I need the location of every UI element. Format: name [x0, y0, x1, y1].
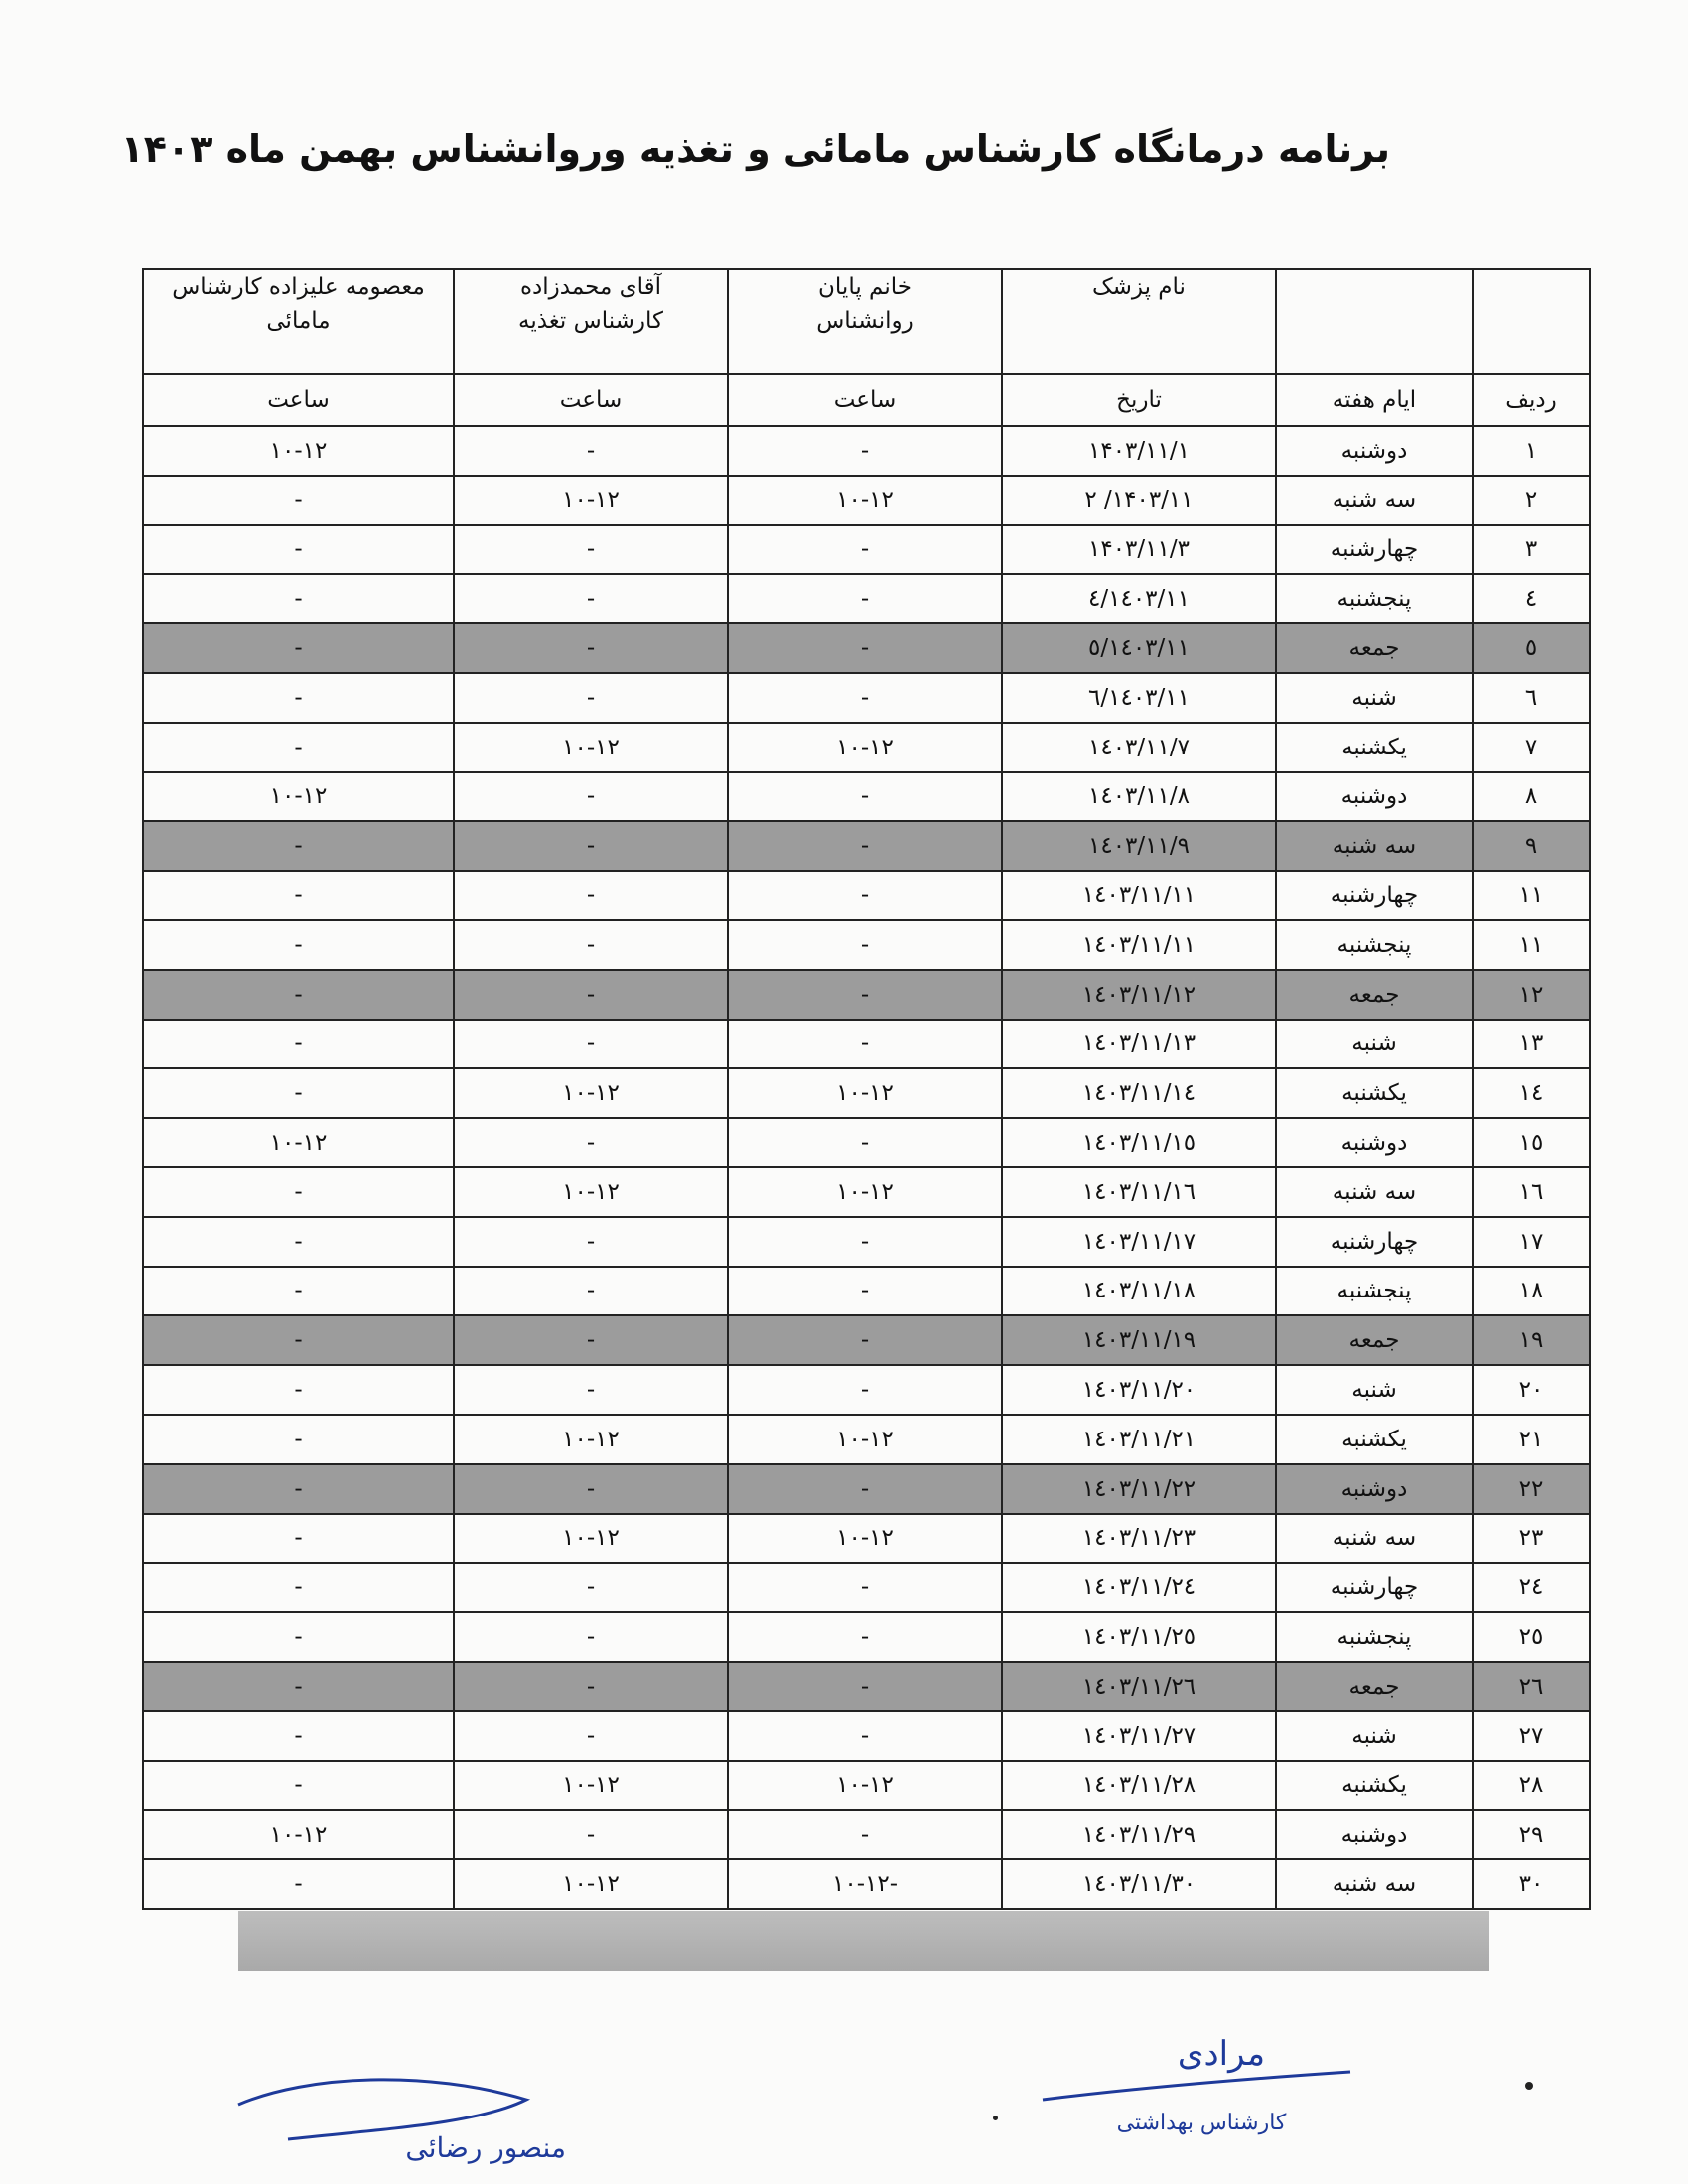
date-cell: ۱٤۰۳/۱۱/۲۷	[1002, 1711, 1276, 1761]
midwife-hours-cell: -	[143, 1020, 454, 1069]
midwife-hours-cell: -	[143, 1167, 454, 1217]
weekday-cell: پنجشنبه	[1276, 574, 1473, 623]
weekday-cell: دوشنبه	[1276, 1464, 1473, 1514]
table-row	[143, 476, 1590, 525]
weekday-cell: جمعه	[1276, 623, 1473, 673]
psychologist-hours-cell: -	[728, 821, 1002, 871]
header-doctor-2	[454, 269, 728, 374]
midwife-hours-cell: -	[143, 1464, 454, 1514]
table-row	[143, 1563, 1590, 1612]
table-row	[143, 426, 1590, 476]
midwife-hours-cell: -	[143, 723, 454, 772]
midwife-hours-cell: -	[143, 574, 454, 623]
date-cell: ۱٤۰۳/۱۱/۳۰	[1002, 1859, 1276, 1909]
row-number-cell: ۲۷	[1473, 1711, 1590, 1761]
date-cell: ۱٤۰۳/۱۱/۲٥	[1002, 1612, 1276, 1662]
midwife-hours-cell: -	[143, 1563, 454, 1612]
nutritionist-hours-cell: ۱۰-۱۲	[454, 1068, 728, 1118]
psychologist-hours-cell: -	[728, 970, 1002, 1020]
signature-left-name: منصور رضائی	[405, 2131, 566, 2164]
doctor-2-role: کارشناس تغذیه	[518, 308, 663, 334]
table-row	[143, 1514, 1590, 1564]
weekday-cell: شنبه	[1276, 1711, 1473, 1761]
header-labels-row	[143, 374, 1590, 426]
midwife-hours-cell: -	[143, 970, 454, 1020]
psychologist-hours-cell: -	[728, 574, 1002, 623]
midwife-hours-cell: -	[143, 1365, 454, 1415]
row-number-cell: ٤	[1473, 574, 1590, 623]
midwife-hours-cell: -	[143, 1514, 454, 1564]
weekday-cell: دوشنبه	[1276, 1118, 1473, 1167]
date-cell: ۱٤۰۳/۱۱/۱۸	[1002, 1267, 1276, 1316]
midwife-hours-cell: -	[143, 1217, 454, 1267]
midwife-hours-cell: -	[143, 673, 454, 723]
row-number-cell: ۱۱	[1473, 920, 1590, 970]
nutritionist-hours-cell: ۱۰-۱۲	[454, 1859, 728, 1909]
weekday-cell: دوشنبه	[1276, 426, 1473, 476]
psychologist-hours-cell: -	[728, 673, 1002, 723]
table-row	[143, 821, 1590, 871]
midwife-hours-cell: ۱۰-۱۲	[143, 426, 454, 476]
weekday-cell: دوشنبه	[1276, 772, 1473, 822]
date-cell: ۱٤۰۳/۱۱/۲٦	[1002, 1662, 1276, 1711]
midwife-hours-cell: -	[143, 821, 454, 871]
date-cell: ۱٤۰۳/۱۱/۱۹	[1002, 1315, 1276, 1365]
table-row	[143, 1711, 1590, 1761]
nutritionist-hours-cell: ۱۰-۱۲	[454, 1761, 728, 1811]
header-doctor-3	[143, 269, 454, 374]
table-row	[143, 1267, 1590, 1316]
psychologist-hours-cell: -	[728, 1118, 1002, 1167]
weekday-cell: شنبه	[1276, 1365, 1473, 1415]
weekday-cell: چهارشنبه	[1276, 1563, 1473, 1612]
nutritionist-hours-cell: -	[454, 574, 728, 623]
nutritionist-hours-cell: -	[454, 426, 728, 476]
psychologist-hours-cell: -	[728, 1711, 1002, 1761]
table-row	[143, 772, 1590, 822]
weekday-cell: یکشنبه	[1276, 1761, 1473, 1811]
date-cell: ۱٤۰۳/۱۱/۹	[1002, 821, 1276, 871]
table-row	[143, 970, 1590, 1020]
weekday-cell: چهارشنبه	[1276, 871, 1473, 920]
row-number-cell: ۱۸	[1473, 1267, 1590, 1316]
doctor-1-role: روانشناس	[816, 308, 914, 334]
midwife-hours-cell: -	[143, 623, 454, 673]
weekday-cell: یکشنبه	[1276, 1415, 1473, 1464]
date-cell: ۱٤۰۳/۱۱/۲۱	[1002, 1415, 1276, 1464]
date-cell: ۱۴۰۳/۱۱/۱	[1002, 426, 1276, 476]
nutritionist-hours-cell: -	[454, 1464, 728, 1514]
nutritionist-hours-cell: -	[454, 1662, 728, 1711]
nutritionist-hours-cell: -	[454, 1563, 728, 1612]
table-row	[143, 1415, 1590, 1464]
signature-right	[1033, 2020, 1360, 2169]
midwife-hours-cell: -	[143, 920, 454, 970]
signature-right-name: مرادی	[1177, 2034, 1266, 2074]
psychologist-hours-cell: -	[728, 1020, 1002, 1069]
weekday-cell: سه شنبه	[1276, 476, 1473, 525]
date-cell: ۱٤۰۳/۱۱/۱۲	[1002, 970, 1276, 1020]
midwife-hours-cell: -	[143, 1068, 454, 1118]
row-number-cell: ۳۰	[1473, 1859, 1590, 1909]
weekday-cell: سه شنبه	[1276, 1167, 1473, 1217]
psychologist-hours-cell: -	[728, 1563, 1002, 1612]
nutritionist-hours-cell: ۱۰-۱۲	[454, 476, 728, 525]
midwife-hours-cell: -	[143, 1761, 454, 1811]
psychologist-hours-cell: ۱۰-۱۲	[728, 476, 1002, 525]
date-cell: ۱٤۰۳/۱۱/۲۹	[1002, 1810, 1276, 1859]
date-cell: ۱۴۰۳/۱۱/۳	[1002, 525, 1276, 575]
table-row	[143, 871, 1590, 920]
row-number-cell: ۲۰	[1473, 1365, 1590, 1415]
nutritionist-hours-cell: -	[454, 1612, 728, 1662]
date-cell: ۱٤۰۳/۱۱/۱۱	[1002, 871, 1276, 920]
row-number-cell: ۲۳	[1473, 1514, 1590, 1564]
ink-dot	[993, 2116, 998, 2120]
nutritionist-hours-cell: -	[454, 1810, 728, 1859]
nutritionist-hours-cell: -	[454, 1711, 728, 1761]
weekday-cell: سه شنبه	[1276, 821, 1473, 871]
nutritionist-hours-cell: -	[454, 673, 728, 723]
nutritionist-hours-cell: -	[454, 623, 728, 673]
header-hour: ساعت	[143, 374, 454, 426]
nutritionist-hours-cell: ۱۰-۱۲	[454, 1514, 728, 1564]
doctor-1-name: خانم پایان	[818, 274, 912, 300]
date-cell: ۱٤۰۳/۱۱/۲۳	[1002, 1514, 1276, 1564]
date-cell: ۱٤۰۳/۱۱/۷	[1002, 723, 1276, 772]
date-cell: ۱٤۰۳/۱۱/٤	[1002, 574, 1276, 623]
table-row	[143, 525, 1590, 575]
date-cell: ۱۴۰۳/۱۱/ ۲	[1002, 476, 1276, 525]
row-number-cell: ٦	[1473, 673, 1590, 723]
weekday-cell: شنبه	[1276, 673, 1473, 723]
table-row	[143, 1068, 1590, 1118]
weekday-cell: سه شنبه	[1276, 1514, 1473, 1564]
row-number-cell: ۱٦	[1473, 1167, 1590, 1217]
date-cell: ۱٤۰۳/۱۱/۱٤	[1002, 1068, 1276, 1118]
midwife-hours-cell: -	[143, 1415, 454, 1464]
row-number-cell: ۲۸	[1473, 1761, 1590, 1811]
weekday-cell: یکشنبه	[1276, 1068, 1473, 1118]
nutritionist-hours-cell: ۱۰-۱۲	[454, 1415, 728, 1464]
date-cell: ۱٤۰۳/۱۱/۱۷	[1002, 1217, 1276, 1267]
psychologist-hours-cell: -	[728, 920, 1002, 970]
date-cell: ۱٤۰۳/۱۱/۲٤	[1002, 1563, 1276, 1612]
midwife-hours-cell: -	[143, 1315, 454, 1365]
row-number-cell: ۱۲	[1473, 970, 1590, 1020]
header-doctors-row	[143, 269, 1590, 374]
nutritionist-hours-cell: -	[454, 871, 728, 920]
psychologist-hours-cell: -	[728, 1810, 1002, 1859]
row-number-cell: ۱۷	[1473, 1217, 1590, 1267]
doctor-3-name: معصومه علیزاده کارشناس	[172, 274, 425, 300]
date-cell: ۱٤۰۳/۱۱/۸	[1002, 772, 1276, 822]
midwife-hours-cell: -	[143, 1612, 454, 1662]
weekday-cell: چهارشنبه	[1276, 1217, 1473, 1267]
nutritionist-hours-cell: -	[454, 920, 728, 970]
midwife-hours-cell: -	[143, 476, 454, 525]
psychologist-hours-cell: -۱۰-۱۲	[728, 1859, 1002, 1909]
weekday-cell: پنجشنبه	[1276, 1612, 1473, 1662]
psychologist-hours-cell: -	[728, 1217, 1002, 1267]
psychologist-hours-cell: -	[728, 871, 1002, 920]
scan-artifact-band	[238, 1911, 1489, 1971]
table-row	[143, 1217, 1590, 1267]
midwife-hours-cell: -	[143, 871, 454, 920]
row-number-cell: ۷	[1473, 723, 1590, 772]
psychologist-hours-cell: ۱۰-۱۲	[728, 1514, 1002, 1564]
nutritionist-hours-cell: -	[454, 1217, 728, 1267]
row-number-cell: ۲۲	[1473, 1464, 1590, 1514]
psychologist-hours-cell: ۱۰-۱۲	[728, 723, 1002, 772]
weekday-cell: چهارشنبه	[1276, 525, 1473, 575]
row-number-cell: ۱	[1473, 426, 1590, 476]
weekday-cell: دوشنبه	[1276, 1810, 1473, 1859]
psychologist-hours-cell: -	[728, 525, 1002, 575]
psychologist-hours-cell: -	[728, 1612, 1002, 1662]
date-cell: ۱٤۰۳/۱۱/۲۰	[1002, 1365, 1276, 1415]
nutritionist-hours-cell: -	[454, 1315, 728, 1365]
psychologist-hours-cell: ۱۰-۱۲	[728, 1068, 1002, 1118]
row-number-cell: ۱٤	[1473, 1068, 1590, 1118]
nutritionist-hours-cell: -	[454, 970, 728, 1020]
date-cell: ۱٤۰۳/۱۱/۱۱	[1002, 920, 1276, 970]
psychologist-hours-cell: ۱۰-۱۲	[728, 1415, 1002, 1464]
nutritionist-hours-cell: -	[454, 1020, 728, 1069]
date-cell: ۱٤۰۳/۱۱/۲۸	[1002, 1761, 1276, 1811]
table-row	[143, 1810, 1590, 1859]
psychologist-hours-cell: -	[728, 772, 1002, 822]
row-number-cell: ۲٥	[1473, 1612, 1590, 1662]
row-number-cell: ۸	[1473, 772, 1590, 822]
header-row-number: ردیف	[1473, 374, 1590, 426]
signature-right-title: کارشناس بهداشتی	[1116, 2111, 1287, 2135]
weekday-cell: پنجشنبه	[1276, 1267, 1473, 1316]
table-row	[143, 1118, 1590, 1167]
midwife-hours-cell: -	[143, 1662, 454, 1711]
nutritionist-hours-cell: -	[454, 1365, 728, 1415]
header-date: تاریخ	[1002, 374, 1276, 426]
psychologist-hours-cell: -	[728, 1662, 1002, 1711]
table-row	[143, 1315, 1590, 1365]
header-weekday: ایام هفته	[1276, 374, 1473, 426]
date-cell: ۱٤۰۳/۱۱/۱٥	[1002, 1118, 1276, 1167]
header-empty-cell	[1473, 269, 1590, 374]
header-doctor-name-label: نام پزشک	[1002, 269, 1276, 374]
header-hour: ساعت	[454, 374, 728, 426]
nutritionist-hours-cell: -	[454, 821, 728, 871]
nutritionist-hours-cell: ۱۰-۱۲	[454, 1167, 728, 1217]
midwife-hours-cell: -	[143, 1711, 454, 1761]
table-row	[143, 1365, 1590, 1415]
psychologist-hours-cell: -	[728, 623, 1002, 673]
row-number-cell: ۲۹	[1473, 1810, 1590, 1859]
row-number-cell: ۱۱	[1473, 871, 1590, 920]
row-number-cell: ۲٦	[1473, 1662, 1590, 1711]
table-row	[143, 723, 1590, 772]
header-empty-cell	[1276, 269, 1473, 374]
table-row	[143, 1859, 1590, 1909]
ink-dot	[1525, 2082, 1533, 2090]
table-row	[143, 1020, 1590, 1069]
table-row	[143, 574, 1590, 623]
doctor-2-name: آقای محمدزاده	[519, 274, 662, 300]
psychologist-hours-cell: -	[728, 1315, 1002, 1365]
table-row	[143, 1167, 1590, 1217]
page-title: برنامه درمانگاه کارشناس مامائی و تغذیه وروانشناس بهمن ماه ۱۴۰۳	[120, 127, 1390, 171]
row-number-cell: ۱۳	[1473, 1020, 1590, 1069]
nutritionist-hours-cell: -	[454, 772, 728, 822]
row-number-cell: ۳	[1473, 525, 1590, 575]
weekday-cell: جمعه	[1276, 1315, 1473, 1365]
table-row	[143, 1612, 1590, 1662]
row-number-cell: ۲	[1473, 476, 1590, 525]
date-cell: ۱٤۰۳/۱۱/۲۲	[1002, 1464, 1276, 1514]
weekday-cell: شنبه	[1276, 1020, 1473, 1069]
doctor-3-role: مامائی	[266, 308, 331, 334]
psychologist-hours-cell: ۱۰-۱۲	[728, 1761, 1002, 1811]
nutritionist-hours-cell: -	[454, 1267, 728, 1316]
header-hour: ساعت	[728, 374, 1002, 426]
nutritionist-hours-cell: -	[454, 525, 728, 575]
midwife-hours-cell: -	[143, 1859, 454, 1909]
row-number-cell: ۱٥	[1473, 1118, 1590, 1167]
weekday-cell: جمعه	[1276, 970, 1473, 1020]
date-cell: ۱٤۰۳/۱۱/٦	[1002, 673, 1276, 723]
midwife-hours-cell: -	[143, 525, 454, 575]
header-doctor-1	[728, 269, 1002, 374]
table-row	[143, 623, 1590, 673]
table-row	[143, 1761, 1590, 1811]
weekday-cell: پنجشنبه	[1276, 920, 1473, 970]
psychologist-hours-cell: -	[728, 1464, 1002, 1514]
table-row	[143, 673, 1590, 723]
weekday-cell: جمعه	[1276, 1662, 1473, 1711]
nutritionist-hours-cell: -	[454, 1118, 728, 1167]
signature-left	[228, 2070, 606, 2169]
row-number-cell: ۲۱	[1473, 1415, 1590, 1464]
date-cell: ۱٤۰۳/۱۱/۱٦	[1002, 1167, 1276, 1217]
table-row	[143, 1662, 1590, 1711]
date-cell: ۱٤۰۳/۱۱/٥	[1002, 623, 1276, 673]
psychologist-hours-cell: ۱۰-۱۲	[728, 1167, 1002, 1217]
schedule-table	[142, 268, 1591, 1910]
psychologist-hours-cell: -	[728, 1267, 1002, 1316]
midwife-hours-cell: -	[143, 1267, 454, 1316]
row-number-cell: ۱۹	[1473, 1315, 1590, 1365]
weekday-cell: سه شنبه	[1276, 1859, 1473, 1909]
nutritionist-hours-cell: ۱۰-۱۲	[454, 723, 728, 772]
row-number-cell: ٥	[1473, 623, 1590, 673]
psychologist-hours-cell: -	[728, 1365, 1002, 1415]
psychologist-hours-cell: -	[728, 426, 1002, 476]
row-number-cell: ۲٤	[1473, 1563, 1590, 1612]
table-row	[143, 920, 1590, 970]
date-cell: ۱٤۰۳/۱۱/۱۳	[1002, 1020, 1276, 1069]
midwife-hours-cell: ۱۰-۱۲	[143, 1810, 454, 1859]
row-number-cell: ۹	[1473, 821, 1590, 871]
midwife-hours-cell: ۱۰-۱۲	[143, 1118, 454, 1167]
table-row	[143, 1464, 1590, 1514]
midwife-hours-cell: ۱۰-۱۲	[143, 772, 454, 822]
weekday-cell: یکشنبه	[1276, 723, 1473, 772]
